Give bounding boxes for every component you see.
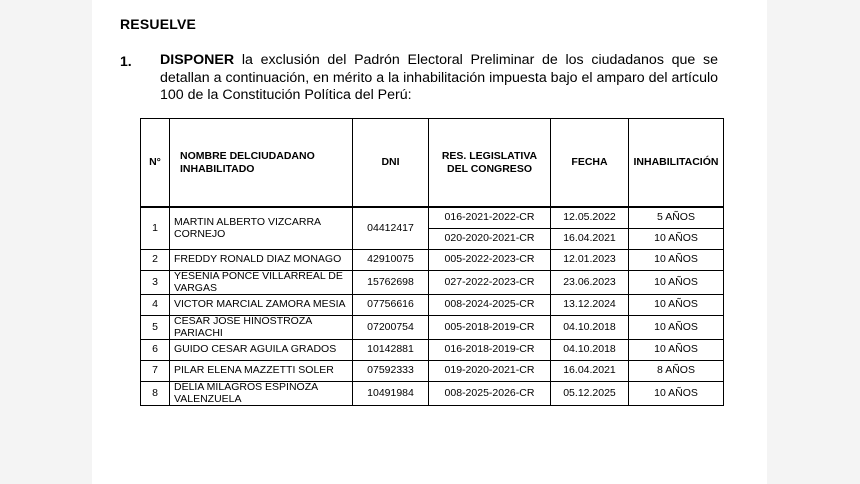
cell-number: 6 [141, 340, 170, 361]
cell-disqualification: 5 AÑOS [629, 207, 724, 229]
header-disqualification: INHABILITACIÓN [629, 119, 724, 208]
cell-number: 3 [141, 271, 170, 295]
cell-date: 04.10.2018 [551, 340, 629, 361]
table-row [141, 340, 724, 361]
cell-date: 04.10.2018 [551, 316, 629, 340]
cell-dni: 10491984 [353, 382, 429, 406]
cell-name: GUIDO CESAR AGUILA GRADOS [170, 340, 353, 361]
cell-number: 1 [141, 207, 170, 250]
cell-disqualification: 10 AÑOS [629, 271, 724, 295]
header-resolution: RES. LEGISLATIVA DEL CONGRESO [429, 119, 551, 208]
cell-name: PILAR ELENA MAZZETTI SOLER [170, 361, 353, 382]
cell-dni: 04412417 [353, 207, 429, 250]
cell-disqualification: 10 AÑOS [629, 229, 724, 250]
cell-name: DELIA MILAGROS ESPINOZA VALENZUELA [170, 382, 353, 406]
header-date: FECHA [551, 119, 629, 208]
header-number: N° [141, 119, 170, 208]
cell-dni: 15762698 [353, 271, 429, 295]
cell-number: 8 [141, 382, 170, 406]
resolution-paragraph [160, 52, 718, 105]
section-heading: RESUELVE [120, 16, 197, 32]
cell-name: MARTIN ALBERTO VIZCARRA CORNEJO [170, 207, 353, 250]
cell-date: 16.04.2021 [551, 229, 629, 250]
cell-dni: 07756616 [353, 295, 429, 316]
cell-resolution: 005-2022-2023-CR [429, 250, 551, 271]
cell-dni: 07592333 [353, 361, 429, 382]
cell-name: YESENIA PONCE VILLARREAL DE VARGAS [170, 271, 353, 295]
cell-date: 16.04.2021 [551, 361, 629, 382]
cell-name: CESAR JOSE HINOSTROZA PARIACHI [170, 316, 353, 340]
cell-disqualification: 8 AÑOS [629, 361, 724, 382]
cell-date: 12.01.2023 [551, 250, 629, 271]
cell-resolution: 019-2020-2021-CR [429, 361, 551, 382]
cell-disqualification: 10 AÑOS [629, 250, 724, 271]
cell-name: FREDDY RONALD DIAZ MONAGO [170, 250, 353, 271]
table-row [141, 295, 724, 316]
cell-name: VICTOR MARCIAL ZAMORA MESIA [170, 295, 353, 316]
cell-resolution: 008-2025-2026-CR [429, 382, 551, 406]
cell-disqualification: 10 AÑOS [629, 316, 724, 340]
cell-resolution: 005-2018-2019-CR [429, 316, 551, 340]
cell-resolution: 008-2024-2025-CR [429, 295, 551, 316]
cell-resolution: 016-2018-2019-CR [429, 340, 551, 361]
cell-resolution: 027-2022-2023-CR [429, 271, 551, 295]
cell-dni: 07200754 [353, 316, 429, 340]
header-dni: DNI [353, 119, 429, 208]
cell-number: 2 [141, 250, 170, 271]
cell-date: 05.12.2025 [551, 382, 629, 406]
cell-number: 4 [141, 295, 170, 316]
resolution-text: la exclusión del Padrón Electoral Preliminar de los ciudadanos que se detallan a continuación, en mérito a la inhabilitación impuesta bajo el amparo del artículo 100 de la Constitución Política del Perú: [160, 52, 718, 103]
table-row [141, 316, 724, 340]
cell-resolution: 016-2021-2022-CR [429, 207, 551, 229]
cell-number: 7 [141, 361, 170, 382]
table-row [141, 361, 724, 382]
cell-disqualification: 10 AÑOS [629, 340, 724, 361]
cell-resolution: 020-2020-2021-CR [429, 229, 551, 250]
cell-date: 12.05.2022 [551, 207, 629, 229]
header-name: NOMBRE DELCIUDADANO INHABILITADO [170, 119, 353, 208]
cell-disqualification: 10 AÑOS [629, 295, 724, 316]
cell-disqualification: 10 AÑOS [629, 382, 724, 406]
cell-number: 5 [141, 316, 170, 340]
table-row [141, 250, 724, 271]
table-row [141, 207, 724, 229]
disqualified-citizens-table [140, 118, 724, 406]
table-row [141, 271, 724, 295]
resolution-verb: DISPONER [160, 52, 235, 68]
table-header-row [141, 119, 724, 208]
cell-dni: 42910075 [353, 250, 429, 271]
item-number: 1. [120, 53, 132, 69]
table-row [141, 382, 724, 406]
cell-date: 13.12.2024 [551, 295, 629, 316]
cell-dni: 10142881 [353, 340, 429, 361]
cell-date: 23.06.2023 [551, 271, 629, 295]
